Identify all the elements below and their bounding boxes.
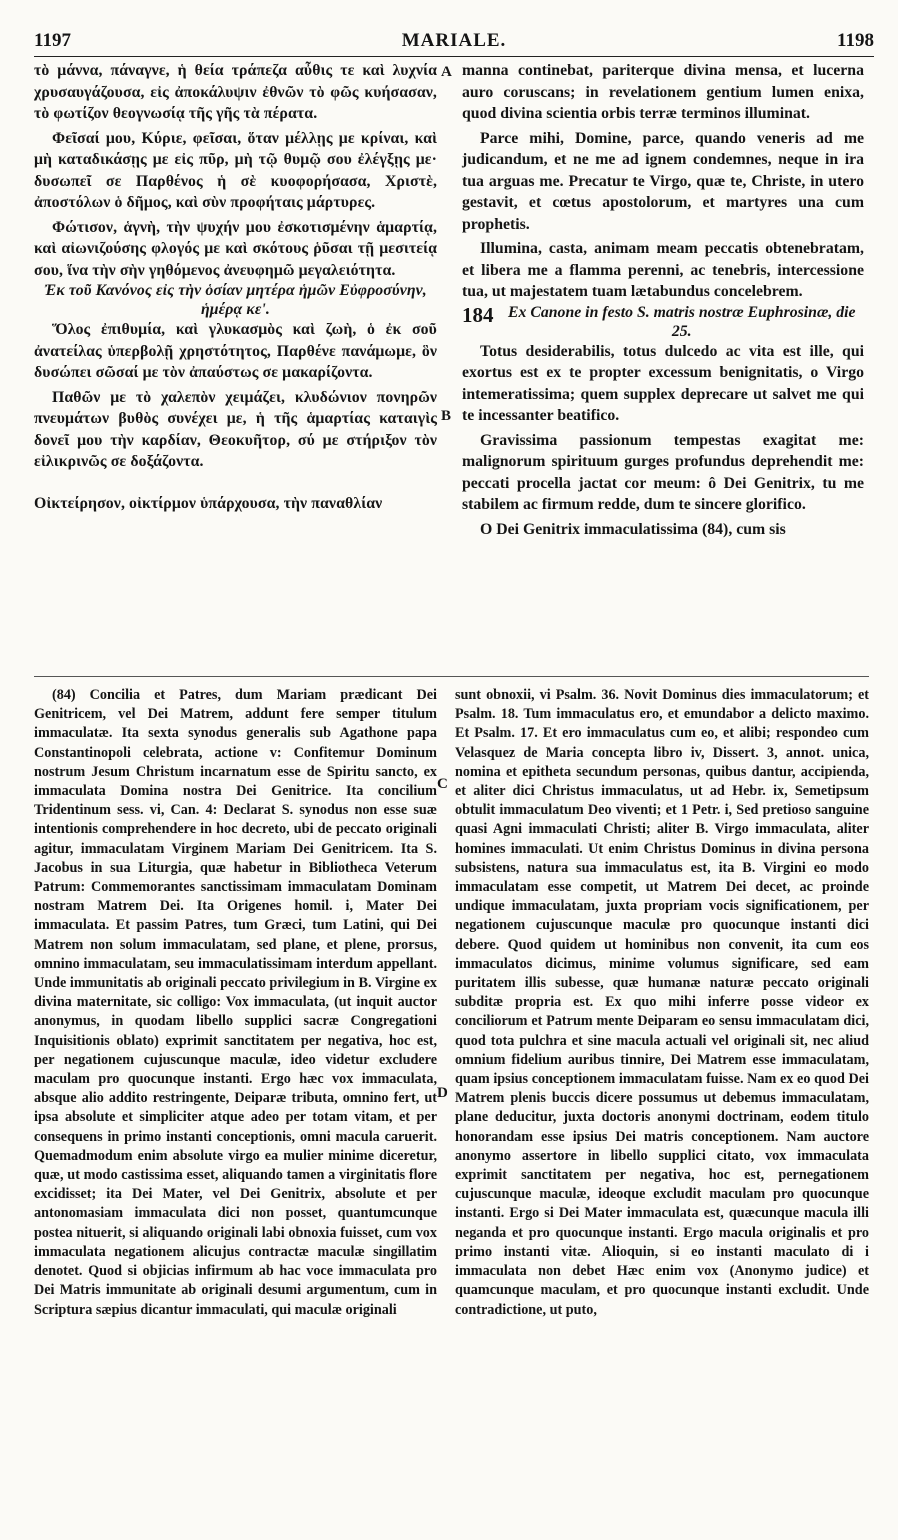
margin-marker-d: D — [437, 1085, 448, 1101]
latin-paragraph: O Dei Genitrix immaculatissima (84), cum sis — [480, 520, 786, 538]
greek-section-heading: Ἐκ τοῦ Κανόνος εἰς τὴν ὁσίαν μητέρα ἡμῶν Εὐφροσύνην, ἡμέρᾳ κε'. — [44, 282, 427, 318]
footnote-left-column — [34, 686, 437, 1320]
margin-marker-b: B — [441, 408, 452, 424]
latin-paragraph: Illumina, casta, animam meam peccatis obtenebratam, et libera me a flamma perenni, ac tenebris, intercessione tua, ut majestatem tuam lætabundus concelebrem. — [462, 240, 864, 300]
footnote-text: sunt obnoxii, vi Psalm. 36. Novit Dominus dies immaculatorum; et Psalm. 18. Tum immaculatus ero, et emundabor a delicto maximo. Et Psalm. 17. Et ero immaculatus cum eo, et alibi; respondeo cum Velasquez de Maria concepta libro iv, Dissert. 3, annot. unica, nomina et epitheta secundum personas, quibus dantur, accipienda, et aliter dici Christus immaculatus, ut ad Hebr. ix, Semetipsum obtulit immaculatum Deo viventi; et 1 Petr. i, Sed pretioso sanguine quasi Agni immaculati Christi; aliter B. Virgo immaculata, aliter homines immaculati. Ut enim Christus Dominus in divina persona subsistens, natura sua immaculatus est, ita B. Virgini eo modo immaculatam esse competit, ut Matrem Dei decet, ac proinde undique immaculatam, juxta propriam vocis significationem, per negationem cujuscunque maculæ pro quocunque instanti dici debere. Quod quidem ut hominibus non convenit, ita cum eos immaculatos dicimus, minime volumus significare, sed eam puritatem illis subesse, quæ humanæ naturæ peccato originali subditæ propria est. Ex quo mihi inferre posse videor ex conciliorum et Patrum mente Deiparam eo sensu immaculatam dici, quod tota pulchra et sine macula actuali vel originali sit, nec aliud omnium fidelium auribus tinnire, Dei Matrem esse immaculatam, quam ipsius conceptionem immaculatam fuisse. Nam ex eo quod Dei Matrem plenis buccis dicere possumus ut debemus immaculatam, plane deducitur, juxta doctoris anonymi doctrinam, eodem titulo honorandam esse ipsius Dei matris conceptionem. Nam auctore anonymo assertore in libello supplici citato, vox immaculata exprimit sanctitatem per negativa, hoc est, pernegationem cujuscunque maculæ, ideoque excludit maculam pro quocunque instanti. Ergo si Dei Mater immaculata est, quæcunque macula illi neganda et pro quocunque instanti. Ergo macula originalis et pro primo instanti vitæ. Alioquin, si eo instanti maculato di i immaculata non debet Hæc enim vox (Anonymo judice) et quamcunque maculam, et pro quocunque instanti excludit. Unde contradictione, ut puto, — [455, 687, 869, 1318]
greek-paragraph: Φεῖσαί μου, Κύριε, φεῖσαι, ὅταν μέλλῃς με κρίναι, καὶ μὴ καταδικάσῃς με εἰς πῦρ, μὴ τῷ θυμῷ σου ἐλέγξῃς με· δυσωπεῖ σε Παρθένος ἡ σὲ κυοφορήσασα, Χριστὲ, ἀποστόλων ὁ δῆμος, καὶ σὺν προφήταις μάρτυρες. — [34, 129, 437, 211]
right-page-number: 1198 — [837, 30, 874, 51]
greek-paragraph: Ὅλος ἐπιθυμία, καὶ γλυκασμὸς καὶ ζωὴ, ὁ ἐκ σοῦ ἀνατείλας ὑπερβολῇ χρηστότητος, Παρθένε πανάμωμε, ὃν δυσώπει σῶσαί με τὸν ἀπαύστως σε μακαρίζοντα. — [34, 321, 437, 381]
greek-paragraph: Οἰκτείρησον, οἰκτίρμον ὑπάρχουσα, τὴν παναθλίαν — [34, 494, 383, 512]
footnote-right-column — [455, 686, 869, 1320]
latin-paragraph: Totus desiderabilis, totus dulcedo ac vita est ille, qui exortus est ex te propter excessum benignitatis, o Virgo intemeratissima; quem supplex deprecare ut salvet me qui te incessanter beatifico. — [462, 342, 864, 424]
header-rule — [34, 56, 874, 57]
greek-paragraph: Παθῶν με τὸ χαλεπὸν χειμάζει, κλυδώνιον πονηρῶν πνευμάτων βυθὸς συνέχει με, ἡ τῆς ἁμαρτίας καταιγὶς δονεῖ μου τὴν καρδίαν, Θεοκυῆτορ, σύ με στήριξον τὸν εἰλικρινῶς σε δοξάζοντα. — [34, 388, 437, 470]
footnote-text: (84) Concilia et Patres, dum Mariam prædicant Dei Genitricem, vel Dei Matrem, addunt fere semper titulum immaculatæ. Ita sexta synodus generalis sub Agathone papa Constantinopoli celebrata, actione v: Confitemur Dominum nostrum Jesum Christum incarnatum esse de Spiritu sancto, ex immaculata Domina nostra Dei Genitrice. Ita concilium Tridentinum sess. vi, Can. 4: Declarat S. synodus non esse suæ intentionis comprehendere in hoc decreto, ubi de peccato originali agitur, immaculatam Virginem Mariam Dei Genitricem. Ita S. Jacobus in sua Liturgia, quæ habetur in Bibliotheca Veterum Patrum: Commemorantes sanctissimam immaculatam Dominam nostram Matrem Dei. Ita Origenes homil. i, Mater Dei immaculata. Et passim Patres, tum Græci, tum Latini, qui Dei Matrem non solum immaculatam, sed plane, et plene, prorsus, omnino immaculatam, seu immaculatissimam interdum appellant. Unde immunitatis ab originali peccato privilegium in B. Virgine ex divina maternitate, sic colligo: Vox immaculata, (ut inquit auctor anonymus, in quodam libello supplici sacræ Congregationi Inquisitionis oblato) exprimit sanctitatem per negativa, hoc est, per negationem cujuscunque maculæ, ideo videtur excludere maculam pro quocunque instanti. Ergo hæc vox immaculata, absque alio addito restringente, Deiparæ tributa, omnino fert, ut ipsa absolute et simpliciter atque adeo per totam vitam, et per consequens in primo instanti conceptionis, omni macula caruerit. Quemadmodum enim absolute virgo ea mulier minime diceretur, quæ, ut modo castissima esset, aliquando tamen a virginitatis flore excidisset; ita Dei Mater, vel Dei Genitrix, absolute et per antonomasiam immaculata dici non posset, quantumcunque postea nituerit, si aliquando originali labi obnoxia fuisset, cum vox immaculata negationem alicujus contractæ maculæ singillatim denotet. Quod si objicias infirmum ab hac voce immaculata pro Dei Matris immunitate ab originali desumi argumentum, cum in Scriptura sæpius dicantur immaculati, qui maculæ originali — [34, 687, 437, 1318]
latin-column — [462, 60, 864, 540]
page-header — [34, 30, 874, 56]
left-page-number: 1197 — [34, 30, 71, 51]
margin-marker-a: A — [441, 64, 452, 80]
latin-heading-text: Ex Canone in festo S. matris nostræ Euphrosinæ, die 25. — [507, 303, 856, 340]
greek-column — [34, 60, 437, 514]
running-title: MARIALE. — [401, 30, 507, 51]
latin-paragraph: manna continebat, pariterque divina mensa, et lucerna auro coruscans; in revelationem gentium lumen enixa, quod divina scientia orbis terræ terminos illuminat. — [462, 62, 864, 122]
latin-section-heading — [462, 303, 864, 341]
margin-marker-c: C — [437, 776, 448, 792]
section-number: 184 — [462, 302, 494, 327]
latin-paragraph: Parce mihi, Domine, parce, quando veneris ad me judicandum, et ne me ad ignem condemnes, neque in ira tua arguas me. Precatur te Virgo, quæ te, Christe, in utero gestavit, et cœtus apostolorum, et martyres una cum prophetis. — [462, 129, 864, 233]
notes-divider — [34, 676, 869, 677]
greek-paragraph: Φώτισον, ἁγνὴ, τὴν ψυχήν μου ἐσκοτισμένην ἁμαρτίᾳ, καὶ αἰωνιζούσης φλογός με καὶ σκότους ῥῦσαι τῇ μεσιτείᾳ σου, ἵνα τὴν σὴν γηθόμενος ἀνευφημῶ μεγαλειότητα. — [34, 218, 437, 279]
greek-paragraph: τὸ μάννα, πάναγνε, ἡ θεία τράπεζα αὖθις τε καὶ λυχνία χρυσαυγάζουσα, εἰς ἀποκάλυψιν ἐθνῶν τὸ φῶς κυήσασαν, τὸ φωτίζον θεογνωσίᾳ τῆς γῆς τὰ πέρατα. — [34, 62, 437, 122]
latin-paragraph: Gravissima passionum tempestas exagitat me: malignorum spirituum gurges profundus deprehendit me: peccati procella jactat cor meum: ô Dei Genitrix, tu me stabilem ac firmum redde, dum te sincere glorifico. — [462, 431, 864, 513]
